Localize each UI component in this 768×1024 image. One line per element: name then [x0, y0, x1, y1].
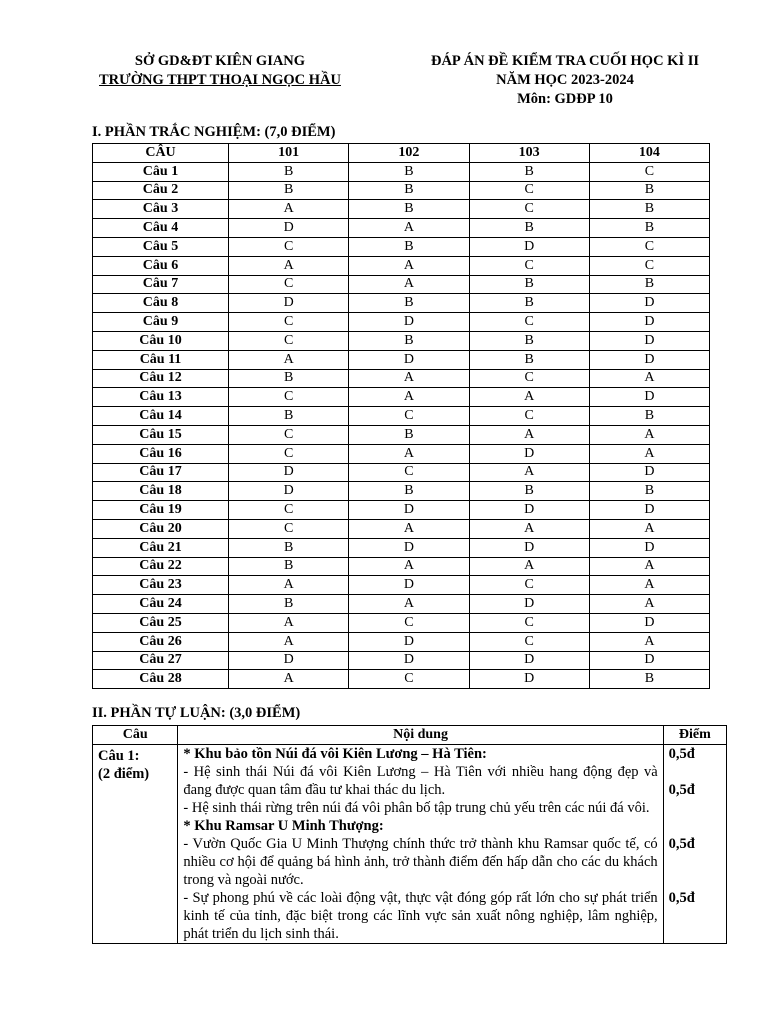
table-row [93, 444, 710, 463]
answer-cell: B [589, 482, 709, 501]
answer-cell: C [229, 388, 349, 407]
question-number: Câu 12 [93, 369, 229, 388]
answer-cell: B [589, 219, 709, 238]
answer-cell: A [469, 425, 589, 444]
content-heading: * Khu Ramsar U Minh Thượng: [183, 818, 384, 834]
answer-cell: D [349, 350, 469, 369]
answer-cell: A [229, 256, 349, 275]
section-2-title: II. PHẦN TỰ LUẬN: (3,0 ĐIỂM) [92, 705, 301, 721]
answer-cell: B [229, 369, 349, 388]
question-number: Câu 16 [93, 444, 229, 463]
answer-cell: A [349, 444, 469, 463]
answer-cell: A [469, 388, 589, 407]
answer-cell: B [469, 350, 589, 369]
column-header: 104 [589, 144, 709, 163]
answer-cell: D [229, 463, 349, 482]
answer-cell: A [229, 576, 349, 595]
answer-cell: D [589, 294, 709, 313]
answer-cell: A [349, 519, 469, 538]
answer-cell: D [469, 595, 589, 614]
answer-cell: B [349, 425, 469, 444]
answer-cell: D [229, 219, 349, 238]
table-row [93, 745, 727, 944]
answer-cell: A [589, 519, 709, 538]
table-row [93, 256, 710, 275]
department-name: SỞ GD&ĐT KIÊN GIANG [134, 53, 306, 69]
answer-cell: C [469, 256, 589, 275]
answer-cell: A [589, 632, 709, 651]
answer-cell: D [469, 501, 589, 520]
table-row [93, 200, 710, 219]
answer-cell: B [469, 482, 589, 501]
content-paragraph: - Sự phong phú về các loài động vật, thực vật đóng góp rất lớn cho sự phát triển kinh tế của tỉnh, đặc biệt trong các lĩnh vực sản xuất nông nghiệp, lâm nghiệp, phát triển du lịch sinh thái. [183, 890, 658, 942]
table-row [93, 162, 710, 181]
section-1-title: I. PHẦN TRẮC NGHIỆM: (7,0 ĐIỂM) [92, 124, 336, 140]
answer-cell: C [229, 519, 349, 538]
answer-cell: B [229, 538, 349, 557]
content-paragraph: - Hệ sinh thái Núi đá vôi Kiên Lương – Hà Tiên với nhiều hang động đẹp và đang được quan tâm đầu tư khai thác du lịch. [183, 764, 658, 798]
table-row [93, 275, 710, 294]
multiple-choice-answer-table [92, 143, 710, 689]
answer-cell: D [229, 482, 349, 501]
school-name: TRƯỜNG THPT THOẠI NGỌC HẦU [99, 72, 341, 88]
answer-cell: D [469, 538, 589, 557]
answer-cell: A [469, 519, 589, 538]
answer-cell: B [229, 557, 349, 576]
question-number: Câu 25 [93, 613, 229, 632]
question-number: Câu 4 [93, 219, 229, 238]
answer-cell: A [589, 369, 709, 388]
answer-cell: A [349, 275, 469, 294]
answer-cell: B [349, 294, 469, 313]
answer-cell: B [229, 407, 349, 426]
content-heading: * Khu bảo tồn Núi đá vôi Kiên Lương – Hà Tiên: [183, 746, 487, 762]
table-row [93, 237, 710, 256]
table-header-row [93, 726, 727, 745]
question-number: Câu 18 [93, 482, 229, 501]
answer-cell: C [469, 200, 589, 219]
subject: Môn: GDĐP 10 [517, 91, 613, 107]
column-header: 103 [469, 144, 589, 163]
answer-cell: D [349, 501, 469, 520]
table-row [93, 463, 710, 482]
question-number: Câu 11 [93, 350, 229, 369]
answer-cell: B [229, 162, 349, 181]
points-value: 0,5đ [668, 836, 695, 852]
answer-cell: A [469, 557, 589, 576]
answer-cell: D [589, 463, 709, 482]
answer-cell: D [349, 632, 469, 651]
table-row [93, 407, 710, 426]
answer-cell: B [349, 237, 469, 256]
answer-cell: C [469, 632, 589, 651]
table-row [93, 632, 710, 651]
table-row [93, 331, 710, 350]
table-row [93, 219, 710, 238]
question-number: Câu 1 [93, 162, 229, 181]
table-row [93, 538, 710, 557]
answer-cell: A [589, 557, 709, 576]
answer-cell: D [469, 444, 589, 463]
table-row [93, 388, 710, 407]
question-points: (2 điểm) [98, 766, 150, 782]
answer-cell: A [229, 350, 349, 369]
answer-cell: C [229, 313, 349, 332]
answer-cell: D [469, 670, 589, 689]
question-number: Câu 28 [93, 670, 229, 689]
answer-cell: D [469, 237, 589, 256]
answer-cell: B [469, 331, 589, 350]
answer-cell: D [349, 576, 469, 595]
question-number: Câu 3 [93, 200, 229, 219]
content-paragraph: - Hệ sinh thái rừng trên núi đá vôi phân bố tập trung chủ yếu trên các núi đá vôi. [183, 800, 650, 816]
question-number: Câu 21 [93, 538, 229, 557]
answer-cell: B [469, 219, 589, 238]
answer-cell: C [349, 670, 469, 689]
answer-cell: D [469, 651, 589, 670]
question-number: Câu 26 [93, 632, 229, 651]
table-row [93, 613, 710, 632]
question-number: Câu 2 [93, 181, 229, 200]
answer-cell: C [349, 613, 469, 632]
answer-cell: B [469, 162, 589, 181]
answer-cell: A [229, 632, 349, 651]
question-label: Câu 1: [98, 748, 140, 764]
answer-cell: D [349, 538, 469, 557]
answer-cell: A [349, 219, 469, 238]
column-header: CÂU [93, 144, 229, 163]
answer-cell: B [469, 275, 589, 294]
question-number: Câu 6 [93, 256, 229, 275]
answer-cell: C [229, 501, 349, 520]
answer-cell: D [589, 538, 709, 557]
table-row [93, 181, 710, 200]
answer-cell: C [229, 331, 349, 350]
answer-cell: B [589, 200, 709, 219]
answer-cell: C [229, 425, 349, 444]
answer-cell: A [589, 576, 709, 595]
school-year: NĂM HỌC 2023-2024 [496, 72, 634, 88]
answer-cell: C [469, 369, 589, 388]
answer-cell: D [589, 388, 709, 407]
answer-cell: C [469, 313, 589, 332]
column-header: Câu [93, 726, 178, 745]
answer-cell: D [589, 613, 709, 632]
answer-cell: A [589, 444, 709, 463]
answer-cell: D [589, 350, 709, 369]
answer-cell: C [589, 237, 709, 256]
answer-cell: C [349, 407, 469, 426]
answer-cell: C [469, 613, 589, 632]
answer-cell: C [229, 237, 349, 256]
document-title: ĐÁP ÁN ĐỀ KIỂM TRA CUỐI HỌC KÌ II [430, 53, 700, 69]
points-value: 0,5đ [668, 782, 695, 798]
answer-cell: A [589, 425, 709, 444]
question-number: Câu 5 [93, 237, 229, 256]
table-row [93, 369, 710, 388]
table-row [93, 482, 710, 501]
question-number: Câu 10 [93, 331, 229, 350]
answer-cell: D [349, 651, 469, 670]
header-left [95, 52, 345, 90]
table-row [93, 519, 710, 538]
question-number: Câu 15 [93, 425, 229, 444]
answer-cell: B [229, 181, 349, 200]
question-number: Câu 14 [93, 407, 229, 426]
answer-cell: B [349, 181, 469, 200]
answer-cell: A [349, 256, 469, 275]
answer-cell: C [469, 181, 589, 200]
answer-cell: C [589, 162, 709, 181]
answer-cell: A [469, 463, 589, 482]
answer-cell: B [469, 294, 589, 313]
answer-cell: C [229, 444, 349, 463]
table-row [93, 501, 710, 520]
answer-cell: C [469, 576, 589, 595]
answer-cell: A [589, 595, 709, 614]
answer-cell: A [229, 200, 349, 219]
content-paragraph: - Vườn Quốc Gia U Minh Thượng chính thức trở thành khu Ramsar quốc tế, có nhiều cơ hội để quảng bá hình ảnh, trở thành điểm đến hấp dẫn cho các du khách trong và ngoài nước. [183, 836, 658, 888]
table-row [93, 294, 710, 313]
question-number: Câu 22 [93, 557, 229, 576]
answer-cell: B [589, 407, 709, 426]
answer-cell: C [229, 275, 349, 294]
answer-cell: B [349, 200, 469, 219]
table-row [93, 576, 710, 595]
essay-answer-table [92, 725, 727, 944]
answer-content [178, 745, 663, 944]
column-header: 102 [349, 144, 469, 163]
points-cell [663, 745, 726, 944]
points-value: 0,5đ [668, 746, 695, 762]
answer-cell: B [349, 331, 469, 350]
table-row [93, 557, 710, 576]
answer-cell: D [589, 331, 709, 350]
answer-cell: A [349, 595, 469, 614]
answer-cell: A [229, 670, 349, 689]
answer-cell: D [349, 313, 469, 332]
answer-cell: A [229, 613, 349, 632]
table-row [93, 425, 710, 444]
answer-cell: A [349, 388, 469, 407]
answer-cell: B [589, 670, 709, 689]
answer-cell: D [589, 651, 709, 670]
column-header: Nội dung [178, 726, 663, 745]
table-row [93, 670, 710, 689]
answer-cell: D [229, 651, 349, 670]
question-number: Câu 13 [93, 388, 229, 407]
column-header: 101 [229, 144, 349, 163]
answer-cell: D [229, 294, 349, 313]
question-cell [93, 745, 178, 944]
answer-cell: C [469, 407, 589, 426]
header-right [395, 52, 735, 109]
table-row [93, 595, 710, 614]
answer-cell: B [349, 162, 469, 181]
answer-cell: A [349, 369, 469, 388]
table-row [93, 651, 710, 670]
question-number: Câu 20 [93, 519, 229, 538]
answer-cell: D [589, 501, 709, 520]
table-row [93, 350, 710, 369]
answer-cell: B [229, 595, 349, 614]
answer-cell: B [349, 482, 469, 501]
question-number: Câu 8 [93, 294, 229, 313]
question-number: Câu 19 [93, 501, 229, 520]
question-number: Câu 27 [93, 651, 229, 670]
column-header: Điểm [663, 726, 726, 745]
answer-cell: D [589, 313, 709, 332]
question-number: Câu 24 [93, 595, 229, 614]
question-number: Câu 17 [93, 463, 229, 482]
answer-cell: B [589, 181, 709, 200]
answer-cell: B [589, 275, 709, 294]
question-number: Câu 9 [93, 313, 229, 332]
table-header-row [93, 144, 710, 163]
question-number: Câu 23 [93, 576, 229, 595]
answer-cell: C [589, 256, 709, 275]
answer-cell: A [349, 557, 469, 576]
table-row [93, 313, 710, 332]
question-number: Câu 7 [93, 275, 229, 294]
answer-cell: C [349, 463, 469, 482]
points-value: 0,5đ [668, 890, 695, 906]
